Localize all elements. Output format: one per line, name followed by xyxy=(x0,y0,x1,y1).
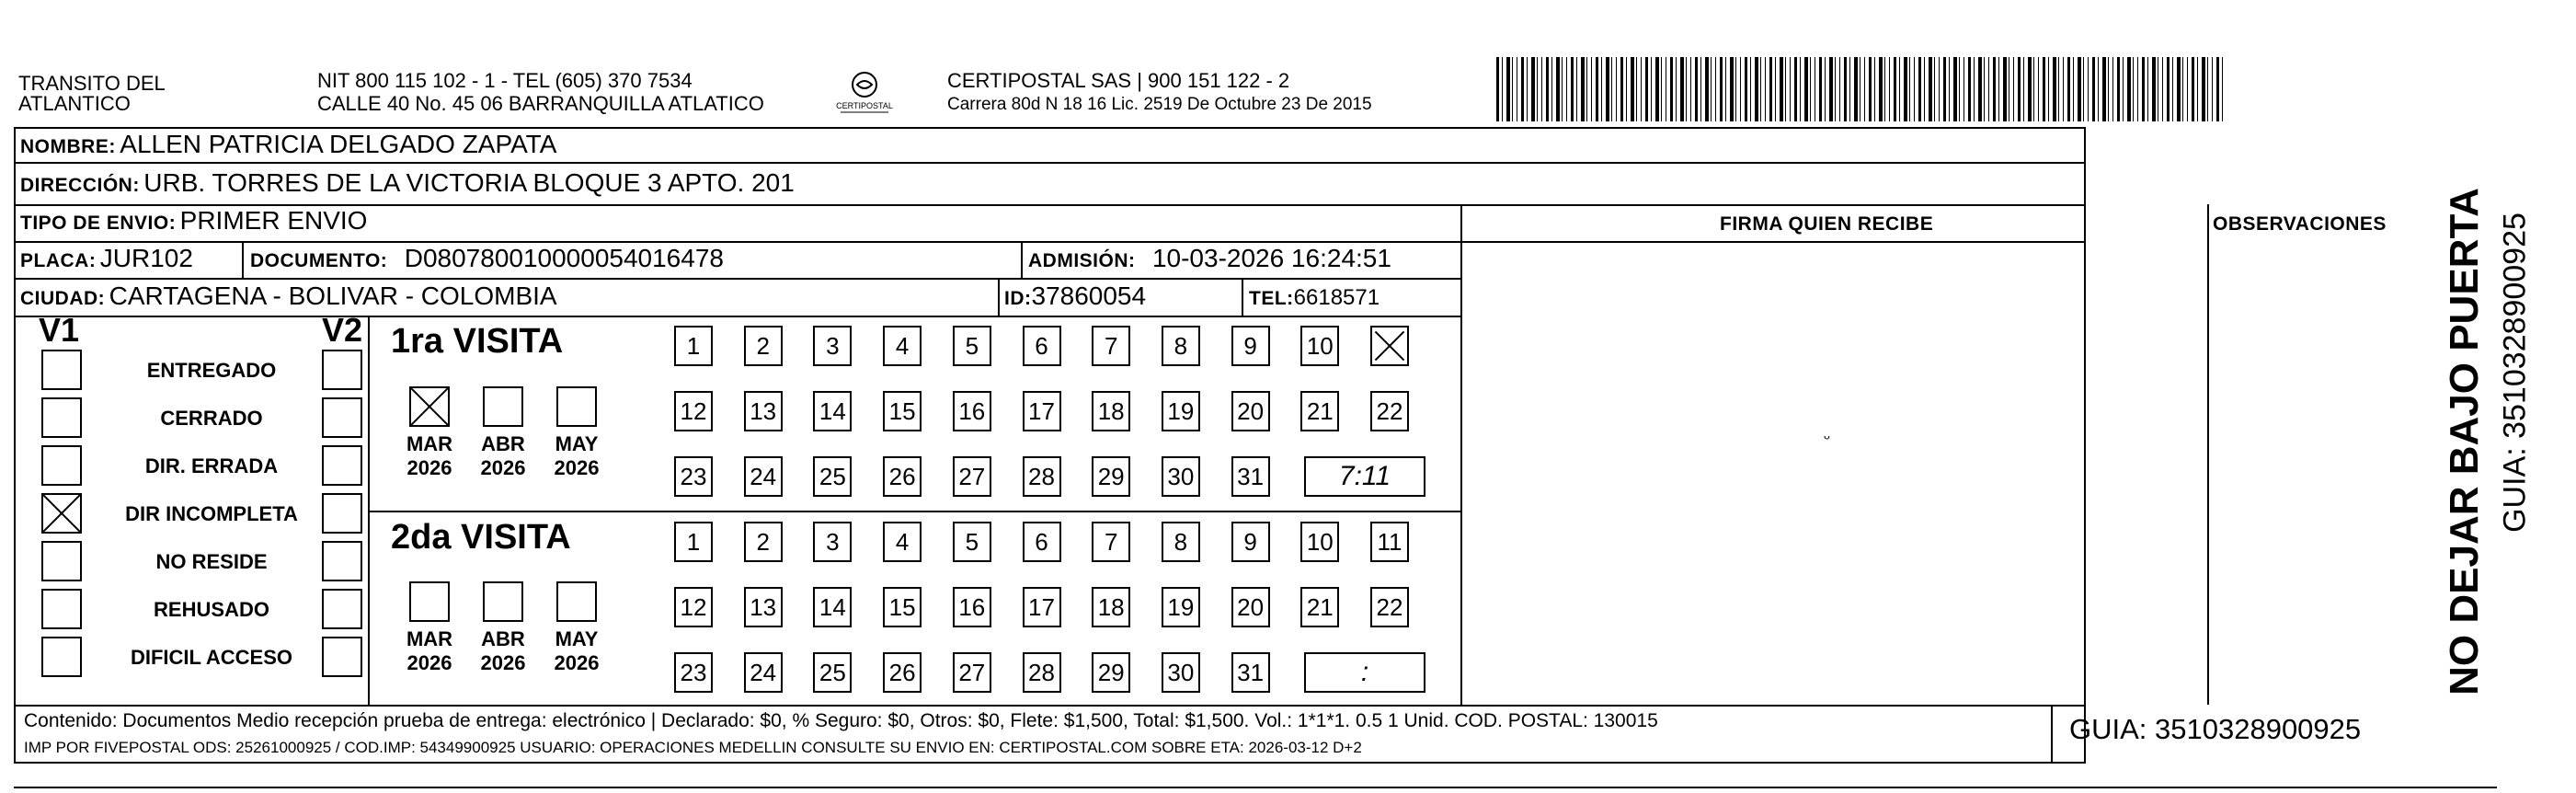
day-box[interactable]: 29 xyxy=(1092,456,1130,497)
nombre-label: NOMBRE: xyxy=(20,136,116,157)
divider xyxy=(368,316,370,705)
sender-nit: NIT 800 115 102 - 1 - TEL (605) 370 7534 xyxy=(317,69,693,92)
tel-value: 6618571 xyxy=(1293,285,1380,310)
bottom-rule xyxy=(14,787,2497,788)
divider xyxy=(14,278,1462,280)
month-label xyxy=(547,627,606,675)
sender-name-line2: ATLANTICO xyxy=(18,92,131,115)
day-box[interactable]: 25 xyxy=(813,456,852,497)
status-label: REHUSADO xyxy=(154,598,269,621)
day-box[interactable]: 27 xyxy=(953,456,991,497)
v1-checkbox[interactable] xyxy=(41,589,82,629)
day-box[interactable]: 7 xyxy=(1092,522,1130,562)
placa-row xyxy=(20,244,193,273)
time-box[interactable]: : xyxy=(1304,652,1425,693)
tel-label: TEL: xyxy=(1249,288,1294,309)
tipo-value: PRIMER ENVIO xyxy=(179,206,368,235)
v2-checkbox[interactable] xyxy=(322,493,362,534)
ciudad-value: CARTAGENA - BOLIVAR - COLOMBIA xyxy=(109,282,557,310)
placa-label: PLACA: xyxy=(20,250,97,271)
divider xyxy=(14,705,2086,707)
v2-label: V2 xyxy=(322,311,363,349)
status-label: DIR. ERRADA xyxy=(144,454,279,477)
month-year: 2026 xyxy=(406,651,452,674)
status-label: ENTREGADO xyxy=(146,359,277,382)
v2-checkbox[interactable] xyxy=(322,589,362,629)
v2-checkbox[interactable] xyxy=(322,350,362,390)
id-row xyxy=(1004,282,1146,311)
month-name: MAY xyxy=(555,432,599,455)
sender-address: CALLE 40 No. 45 06 BARRANQUILLA ATLATICO xyxy=(317,92,764,115)
month-name: MAR xyxy=(406,627,453,650)
day-box[interactable]: 17 xyxy=(1023,587,1061,627)
day-box[interactable]: 19 xyxy=(1162,391,1200,431)
v1-checkbox[interactable] xyxy=(41,397,82,438)
divider xyxy=(368,511,1462,512)
v2-checkbox[interactable] xyxy=(322,445,362,486)
month-name: ABR xyxy=(481,432,525,455)
day-box[interactable]: 22 xyxy=(1370,587,1409,627)
month-name: MAY xyxy=(555,627,599,650)
day-box[interactable]: 4 xyxy=(883,522,922,562)
month-year: 2026 xyxy=(554,456,600,479)
v2-checkbox[interactable] xyxy=(322,541,362,581)
divider xyxy=(1021,241,1023,278)
day-box[interactable]: 5 xyxy=(953,522,991,562)
day-box[interactable]: 24 xyxy=(744,456,783,497)
day-box[interactable]: 12 xyxy=(674,391,713,431)
day-box[interactable]: 10 xyxy=(1300,522,1339,562)
month-label xyxy=(474,627,532,675)
day-box[interactable]: 21 xyxy=(1300,587,1339,627)
barcode xyxy=(1496,57,2226,121)
v2-checkbox[interactable] xyxy=(322,637,362,677)
day-box[interactable]: 3 xyxy=(813,522,852,562)
status-label: DIR INCOMPLETA xyxy=(125,502,298,525)
day-box[interactable]: 17 xyxy=(1023,391,1061,431)
day-box[interactable]: 27 xyxy=(953,652,991,693)
day-box[interactable]: 8 xyxy=(1162,326,1200,366)
day-box[interactable]: 5 xyxy=(953,326,991,366)
divider xyxy=(14,241,2086,243)
divider xyxy=(242,241,244,278)
day-box[interactable]: 16 xyxy=(953,587,991,627)
footer-content: Contenido: Documentos Medio recepción prueba de entrega: electrónico | Declarado: $0, % Seguro: $0, Otros: $0, Flete: $1,500, Total: $1,500. Vol.: 1*1*1. 0.5 1 Unid. COD. POSTAL: 130015 xyxy=(24,710,1658,731)
day-box[interactable]: 13 xyxy=(744,587,783,627)
footer-guia: GUIA: 3510328900925 xyxy=(2069,713,2362,745)
day-box[interactable]: 15 xyxy=(883,391,922,431)
time-box[interactable]: 7:11 xyxy=(1304,456,1425,497)
v2-checkbox[interactable] xyxy=(322,397,362,438)
day-box[interactable]: 20 xyxy=(1231,587,1270,627)
ciudad-row xyxy=(20,282,557,311)
v1-checkbox[interactable] xyxy=(41,541,82,581)
day-box[interactable]: 28 xyxy=(1023,456,1061,497)
direccion-label: DIRECCIÓN: xyxy=(20,175,140,196)
month-checkbox[interactable] xyxy=(409,581,450,622)
day-box[interactable]: 18 xyxy=(1092,587,1130,627)
day-box[interactable]: 22 xyxy=(1370,391,1409,431)
day-box[interactable]: 9 xyxy=(1231,326,1270,366)
day-box-checked[interactable] xyxy=(1370,326,1409,366)
footer-imp: IMP POR FIVEPOSTAL ODS: 25261000925 / COD.IMP: 54349900925 USUARIO: OPERACIONES MEDELLIN CONSULTE SU ENVIO EN: CERTIPOSTAL.COM SOBRE ETA: 2026-03-12 D+2 xyxy=(24,739,1362,756)
day-box[interactable]: 3 xyxy=(813,326,852,366)
month-label xyxy=(400,432,459,480)
ciudad-label: CIUDAD: xyxy=(20,288,106,309)
month-checkbox[interactable] xyxy=(483,581,523,622)
day-box[interactable]: 18 xyxy=(1092,391,1130,431)
day-box[interactable]: 10 xyxy=(1300,326,1339,366)
day-box[interactable]: 9 xyxy=(1231,522,1270,562)
visit1-title: 1ra VISITA xyxy=(391,322,564,361)
day-box[interactable]: 21 xyxy=(1300,391,1339,431)
status-label: NO RESIDE xyxy=(155,550,268,573)
day-box[interactable]: 25 xyxy=(813,652,852,693)
firma-label: FIRMA QUIEN RECIBE xyxy=(1720,213,1934,235)
day-box[interactable]: 19 xyxy=(1162,587,1200,627)
nombre-value: ALLEN PATRICIA DELGADO ZAPATA xyxy=(120,130,557,158)
id-label: ID: xyxy=(1004,288,1032,309)
divider xyxy=(2207,204,2209,705)
status-label: CERRADO xyxy=(160,407,263,430)
v1-checkbox-checked[interactable] xyxy=(41,493,82,534)
v1-label: V1 xyxy=(39,311,80,349)
certipostal-logo xyxy=(828,66,901,121)
divider xyxy=(1242,278,1243,316)
day-box[interactable]: 28 xyxy=(1023,652,1061,693)
month-label xyxy=(547,432,606,480)
day-box[interactable]: 23 xyxy=(674,652,713,693)
divider xyxy=(998,278,1000,316)
day-box[interactable]: 2 xyxy=(744,326,783,366)
day-box[interactable]: 7 xyxy=(1092,326,1130,366)
divider xyxy=(14,316,1462,317)
documento-label: DOCUMENTO: xyxy=(250,250,388,271)
month-year: 2026 xyxy=(480,651,526,674)
month-checkbox[interactable] xyxy=(556,386,597,427)
day-box[interactable]: 24 xyxy=(744,652,783,693)
day-box[interactable]: 1 xyxy=(674,522,713,562)
visit2-title: 2da VISITA xyxy=(391,518,571,557)
day-box[interactable]: 4 xyxy=(883,326,922,366)
day-box[interactable]: 14 xyxy=(813,587,852,627)
v1-checkbox[interactable] xyxy=(41,637,82,677)
day-box[interactable]: 26 xyxy=(883,456,922,497)
v1-checkbox[interactable] xyxy=(41,350,82,390)
carrier-address: Carrera 80d N 18 16 Lic. 2519 De Octubre 23 De 2015 xyxy=(947,95,1372,114)
day-box[interactable]: 31 xyxy=(1231,456,1270,497)
month-checkbox[interactable] xyxy=(409,386,450,427)
direccion-row xyxy=(20,168,795,198)
day-box[interactable]: 31 xyxy=(1231,652,1270,693)
month-year: 2026 xyxy=(406,456,452,479)
divider xyxy=(14,162,2086,164)
day-box[interactable]: 16 xyxy=(953,391,991,431)
day-box[interactable]: 12 xyxy=(674,587,713,627)
day-box[interactable]: 8 xyxy=(1162,522,1200,562)
day-box[interactable]: 30 xyxy=(1162,652,1200,693)
side-warning: NO DEJAR BAJO PUERTA xyxy=(2442,188,2487,695)
month-checkbox[interactable] xyxy=(556,581,597,622)
signature-mark: ᵕ xyxy=(1824,429,1830,447)
day-box[interactable]: 6 xyxy=(1023,522,1061,562)
divider xyxy=(1460,204,1462,705)
month-label xyxy=(474,432,532,480)
day-box[interactable]: 13 xyxy=(744,391,783,431)
documento-row xyxy=(250,244,724,273)
day-box[interactable]: 6 xyxy=(1023,326,1061,366)
month-label xyxy=(400,627,459,675)
tipo-row xyxy=(20,206,367,236)
day-box[interactable]: 23 xyxy=(674,456,713,497)
month-name: ABR xyxy=(481,627,525,650)
svg-text:CERTIPOSTAL: CERTIPOSTAL xyxy=(836,101,893,110)
day-box[interactable]: 11 xyxy=(1370,522,1409,562)
sender-name-line1: TRANSITO DEL xyxy=(18,72,166,95)
side-guia: GUIA: 3510328900925 xyxy=(2497,213,2533,533)
day-box[interactable]: 29 xyxy=(1092,652,1130,693)
day-box[interactable]: 15 xyxy=(883,587,922,627)
id-value: 37860054 xyxy=(1031,282,1147,310)
status-label: DIFICIL ACCESO xyxy=(130,646,292,669)
month-year: 2026 xyxy=(480,456,526,479)
month-checkbox[interactable] xyxy=(483,386,523,427)
month-name: MAR xyxy=(406,432,453,455)
day-box[interactable]: 1 xyxy=(674,326,713,366)
tipo-label: TIPO DE ENVIO: xyxy=(20,213,177,234)
documento-value: D080780010000054016478 xyxy=(404,244,724,272)
admision-value: 10-03-2026 16:24:51 xyxy=(1151,244,1391,272)
nombre-row xyxy=(20,130,556,159)
direccion-value: URB. TORRES DE LA VICTORIA BLOQUE 3 APTO. 201 xyxy=(143,168,795,197)
day-box[interactable]: 14 xyxy=(813,391,852,431)
month-year: 2026 xyxy=(554,651,600,674)
day-box[interactable]: 26 xyxy=(883,652,922,693)
tel-row xyxy=(1249,285,1380,311)
admision-label: ADMISIÓN: xyxy=(1028,250,1136,271)
day-box[interactable]: 20 xyxy=(1231,391,1270,431)
carrier-name: CERTIPOSTAL SAS | 900 151 122 - 2 xyxy=(947,69,1290,92)
day-box[interactable]: 30 xyxy=(1162,456,1200,497)
divider xyxy=(2051,705,2053,764)
v1-checkbox[interactable] xyxy=(41,445,82,486)
placa-value: JUR102 xyxy=(99,244,193,272)
admision-row xyxy=(1028,244,1391,273)
day-box[interactable]: 2 xyxy=(744,522,783,562)
observaciones-label: OBSERVACIONES xyxy=(2213,213,2387,235)
